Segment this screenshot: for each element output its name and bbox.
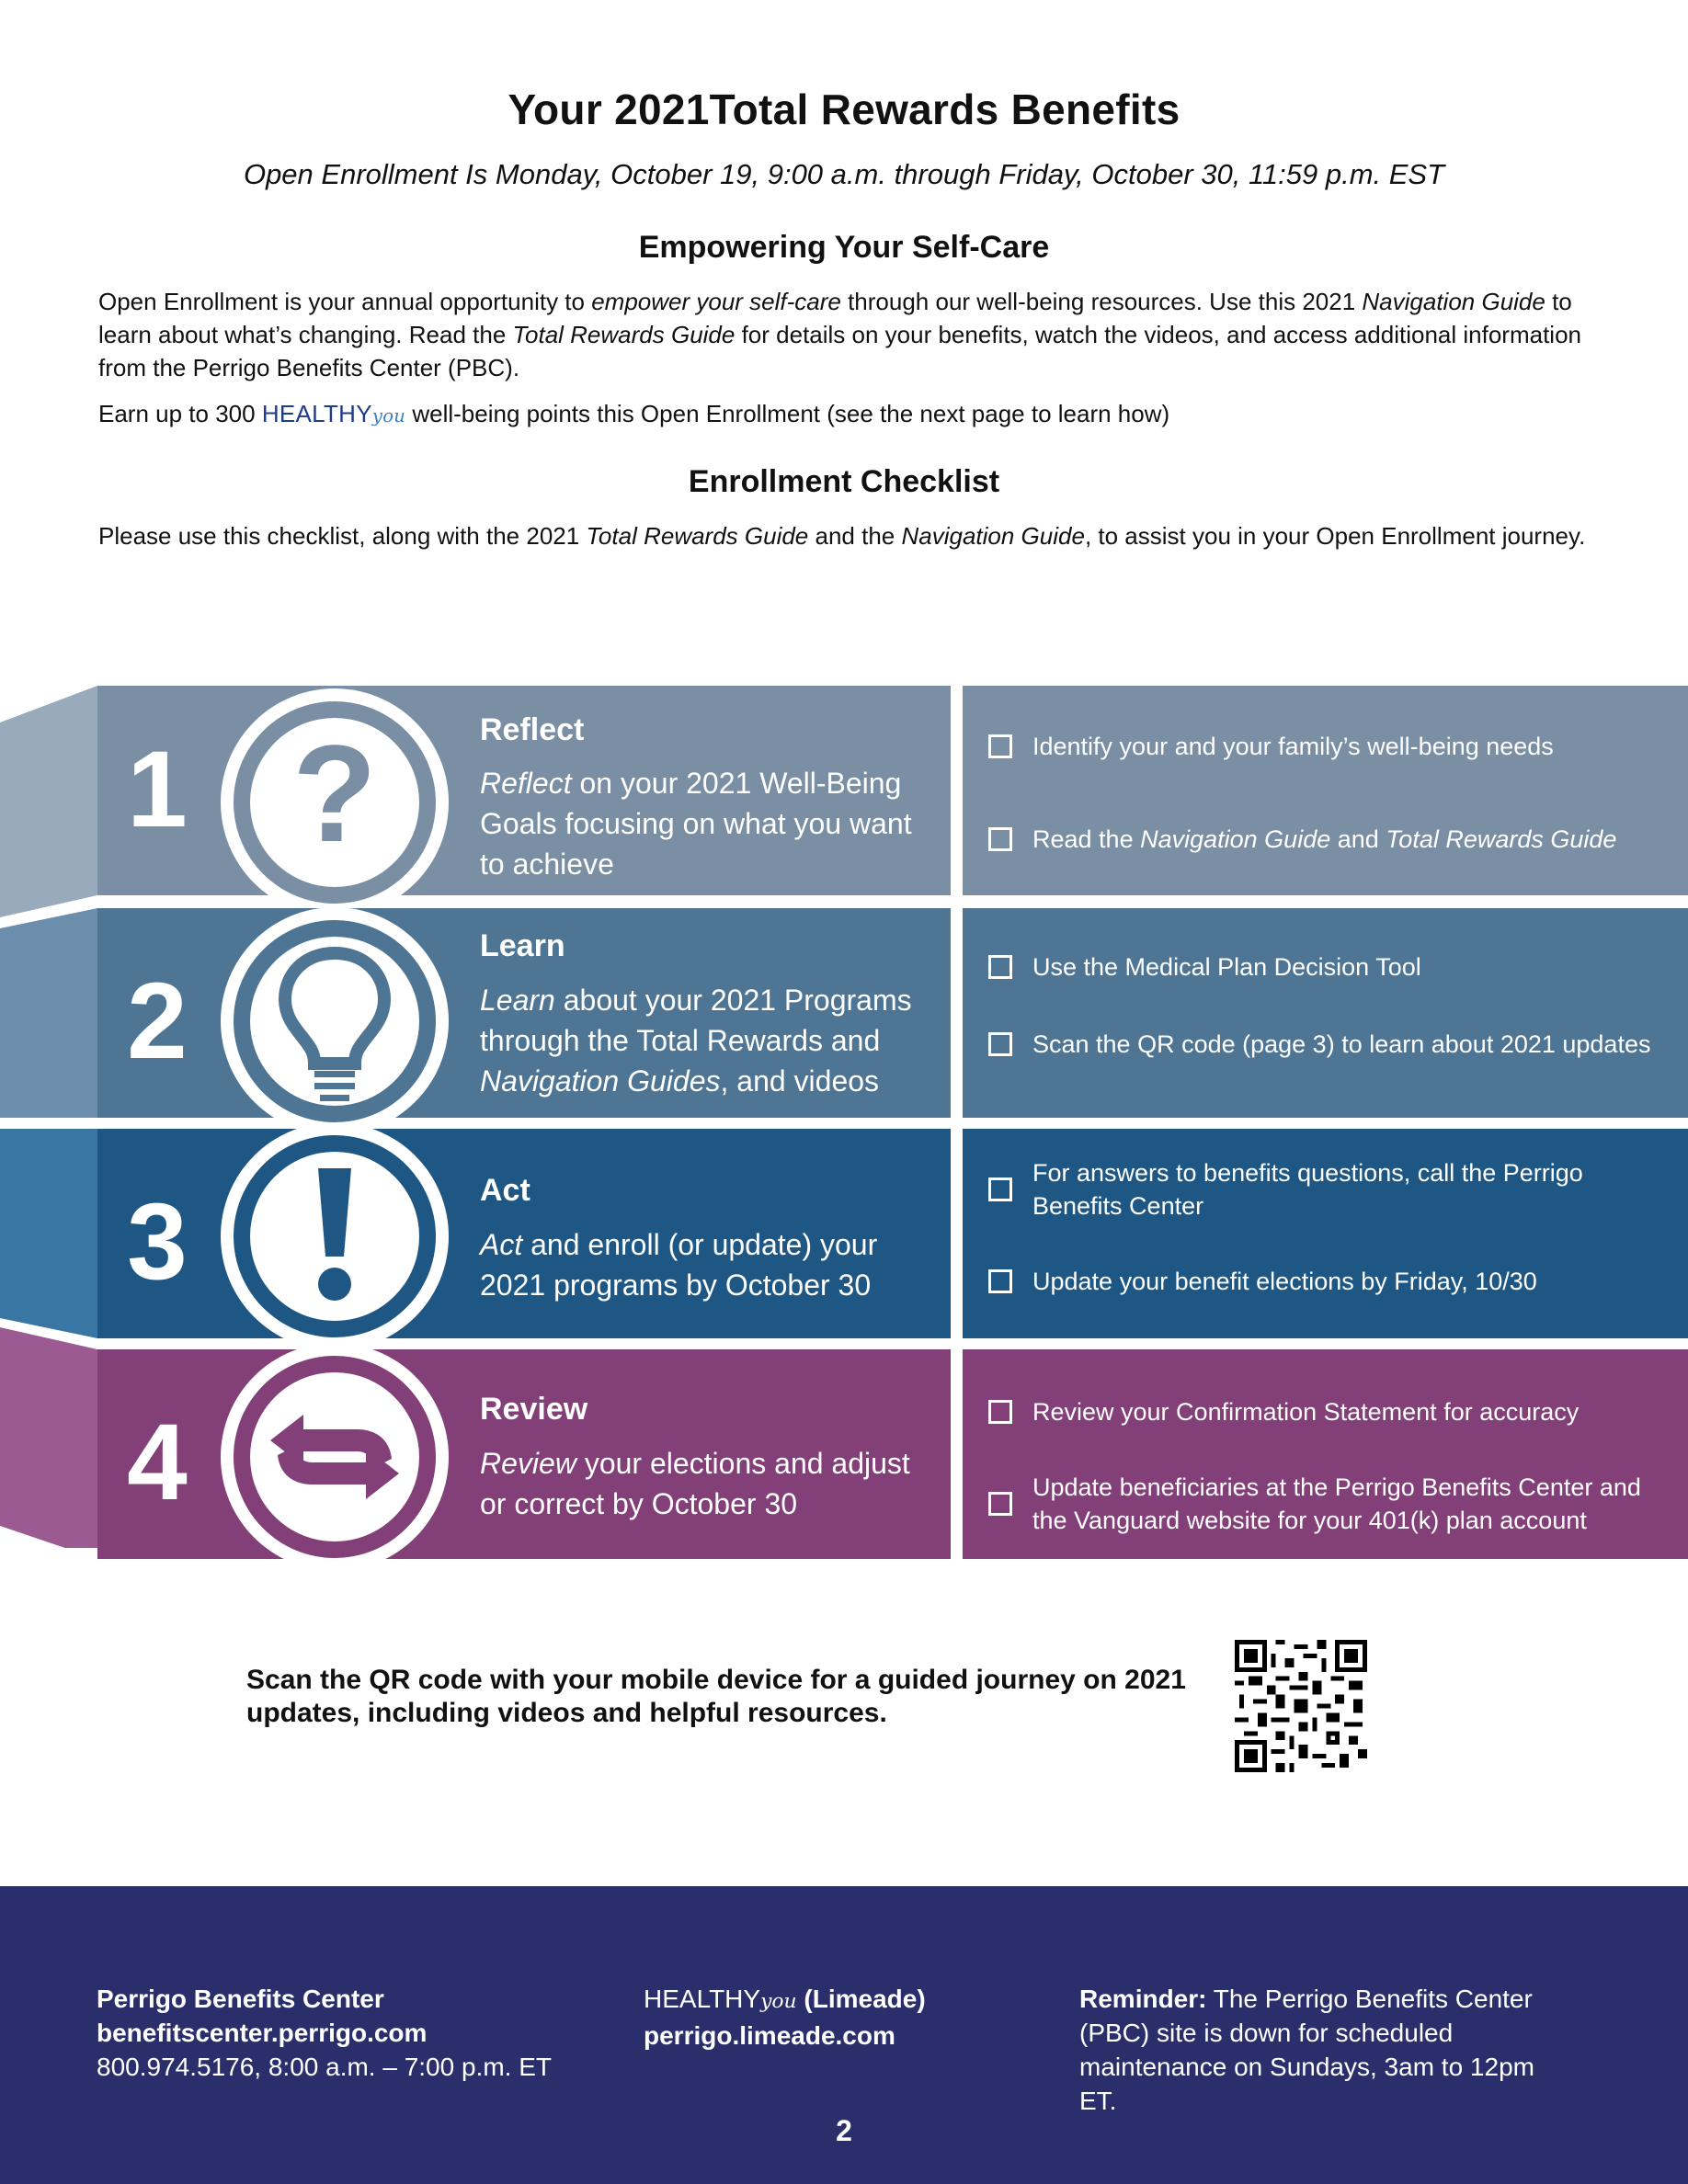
text-emphasis: Navigation Guide (1140, 825, 1331, 853)
step-1-title: Reflect (480, 712, 585, 747)
text-span: your elections and adjust or correct by October 30 (480, 1447, 910, 1520)
checkbox[interactable] (988, 1032, 1012, 1056)
footer (0, 1886, 1688, 2184)
step-4-description (480, 1443, 940, 1524)
checklist-item[interactable] (988, 1156, 1669, 1223)
limeade-label: (Limeade) (804, 1985, 926, 2013)
step-2-title: Learn (480, 928, 565, 963)
step-1-checklist-panel (963, 686, 1688, 895)
step-2-checklist-panel (963, 908, 1688, 1118)
question-mark-icon (219, 687, 451, 918)
checklist-item-label: Identify your and your family’s well-being needs (1032, 733, 1554, 760)
step-3-number: 3 (127, 1181, 188, 1302)
text-span: and enroll (or update) your 2021 programs by October 30 (480, 1228, 878, 1302)
step-2-number: 2 (127, 961, 188, 1082)
step-4-wedge (0, 1327, 101, 1548)
exchange-arrows-icon (219, 1341, 451, 1573)
checklist-item-label (1032, 823, 1616, 856)
qr-instructions: Scan the QR code with your mobile device for a guided journey on 2021 updates, including videos and helpful resources. (246, 1665, 1186, 1728)
text-emphasis: Reflect (480, 767, 572, 800)
step-3-title: Act (480, 1173, 530, 1208)
checkbox[interactable] (988, 1177, 1012, 1201)
text-emphasis: Total Rewards Guide (586, 522, 809, 550)
checklist-item[interactable] (988, 823, 1669, 856)
healthy-logo-text: HEALTHY (644, 1985, 761, 2013)
checklist-item[interactable] (988, 1471, 1669, 1537)
text-emphasis: Navigation Guides (480, 1064, 721, 1098)
page-title: Your 2021Total Rewards Benefits (508, 85, 1180, 133)
text-span: , to assist you in your Open Enrollment journey. (1084, 522, 1586, 550)
footer-pbc-contact (97, 1982, 552, 2084)
text-emphasis: Act (480, 1228, 523, 1261)
text-emphasis: Navigation Guide (901, 522, 1085, 550)
footer-limeade-title (644, 1982, 926, 2019)
reminder-text: The Perrigo Benefits Center (PBC) site is down for scheduled maintenance on Sundays, 3am to 12pm ET. (1079, 1985, 1534, 2115)
qr-code[interactable] (1235, 1640, 1367, 1772)
page-number: 2 (836, 2114, 852, 2147)
footer-limeade-link[interactable]: perrigo.limeade.com (644, 2021, 895, 2050)
svg-text:?: ? (292, 716, 377, 870)
text-span: well-being points this Open Enrollment (see the next page to learn how) (405, 400, 1170, 427)
checklist-item-label: Use the Medical Plan Decision Tool (1032, 953, 1421, 981)
lightbulb-icon (219, 905, 451, 1137)
text-emphasis: Total Rewards Guide (1386, 825, 1617, 853)
text-span: and the (808, 522, 902, 550)
footer-pbc-title: Perrigo Benefits Center (97, 1985, 384, 2013)
empower-heading: Empowering Your Self-Care (638, 230, 1050, 265)
points-paragraph (98, 397, 1606, 433)
checkbox[interactable] (988, 955, 1012, 979)
text-span: Read the (1032, 825, 1141, 853)
text-emphasis: Total Rewards Guide (512, 321, 736, 348)
checkbox[interactable] (988, 1492, 1012, 1516)
footer-pbc-link[interactable]: benefitscenter.perrigo.com (97, 2019, 428, 2047)
step-1-description (480, 763, 940, 884)
you-logo-text: you (760, 1990, 797, 2013)
text-span: Please use this checklist, along with the 2021 (98, 522, 587, 550)
checkbox[interactable] (988, 734, 1012, 758)
you-logo-text: you (371, 405, 406, 427)
step-1-number: 1 (127, 729, 188, 850)
checklist-item[interactable] (988, 730, 1669, 763)
checklist-item-label: Update your benefit elections by Friday, 10/30 (1032, 1268, 1537, 1295)
text-emphasis: empower your self-care (591, 288, 841, 315)
text-span: about your 2021 Programs through the Total Rewards and (480, 984, 912, 1057)
footer-pbc-phone: 800.974.5176, 8:00 a.m. – 7:00 p.m. ET (97, 2053, 552, 2081)
footer-reminder (1079, 1982, 1576, 2118)
checkbox[interactable] (988, 1269, 1012, 1293)
text-span: through our well-being resources. Use this 2021 (840, 288, 1363, 315)
step-3-description (480, 1224, 940, 1305)
empower-paragraph (98, 285, 1606, 384)
checklist-item-label: Review your Confirmation Statement for accuracy (1032, 1398, 1580, 1426)
checklist-item-label: Update beneficiaries at the Perrigo Benefits Center and the Vanguard website for your 401(k) plan account (1032, 1473, 1641, 1534)
text-emphasis: Review (480, 1447, 576, 1480)
text-span: Earn up to 300 (98, 400, 262, 427)
checklist-item[interactable] (988, 1028, 1669, 1061)
checklist-item[interactable] (988, 1265, 1669, 1298)
step-1-wedge (0, 686, 101, 925)
step-2-wedge (0, 908, 101, 1129)
reminder-label: Reminder: (1079, 1985, 1207, 2013)
step-2-description (480, 980, 940, 1101)
checklist-heading: Enrollment Checklist (688, 464, 1000, 499)
checklist-intro (98, 519, 1606, 552)
text-span: and (1330, 825, 1386, 853)
step-4-number: 4 (127, 1402, 188, 1523)
exclamation-icon (219, 1120, 451, 1352)
checkbox[interactable] (988, 1400, 1012, 1424)
healthy-you-logo (262, 400, 405, 427)
checklist-item-label: Scan the QR code (page 3) to learn about 2021 updates (1032, 1030, 1651, 1058)
text-emphasis: Learn (480, 984, 555, 1017)
footer-limeade-contact (644, 1982, 926, 2053)
step-3-wedge (0, 1129, 101, 1349)
text-span: , and videos (720, 1064, 880, 1098)
checklist-item[interactable] (988, 1395, 1669, 1428)
text-emphasis: Navigation Guide (1362, 288, 1545, 315)
text-span: on your 2021 Well-Being Goals focusing on what you want to achieve (480, 767, 912, 881)
healthy-logo-text: HEALTHY (261, 400, 372, 427)
checklist-item-label: For answers to benefits questions, call the Perrigo Benefits Center (1032, 1159, 1583, 1220)
step-4-title: Review (480, 1392, 588, 1427)
checkbox[interactable] (988, 827, 1012, 851)
text-span: Open Enrollment is your annual opportunity to (98, 288, 592, 315)
text-span: to learn about what’s changing. Read the (98, 288, 1572, 348)
enrollment-dates: Open Enrollment Is Monday, October 19, 9:00 a.m. through Friday, October 30, 11:59 p.m. EST (243, 158, 1445, 190)
text-span: for details on your benefits, watch the videos, and access additional information from the Perrigo Benefits Center (PBC). (98, 321, 1581, 381)
checklist-item[interactable] (988, 950, 1669, 984)
